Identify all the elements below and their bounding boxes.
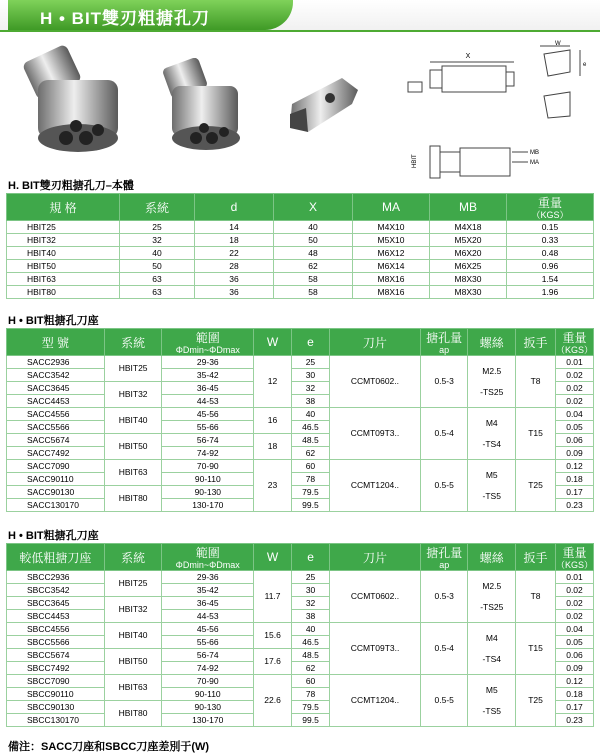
table-row [7,286,594,299]
table-cell: 48.5 [291,434,329,447]
table-cell: 0.02 [555,369,593,382]
table-cell: 62 [274,260,353,273]
table-cell: HBIT40 [104,623,162,649]
table-cell: SACC4453 [7,395,105,408]
table-cell: 30 [292,584,330,597]
table-cell: 14 [195,221,274,234]
boring-head-photo-2 [148,58,253,158]
table-cell: SBCC3645 [7,597,105,610]
table-cell: 90-110 [162,688,254,701]
table-cell: SACC7492 [7,447,105,460]
table-row [7,273,594,286]
product-images [0,36,600,176]
table-cell: 0.01 [555,356,593,369]
table-cell: SACC3542 [7,369,105,382]
table-cell: 32 [120,234,195,247]
table-cell: T8 [516,571,556,623]
table-cell: M2.5 -TS25 [468,571,516,623]
table-cell: 48.5 [292,649,330,662]
table-cell: 23 [254,460,292,512]
table-cell: 0.09 [555,447,593,460]
table-cell: 62 [291,447,329,460]
table-cell: M4 -TS4 [468,623,516,675]
table-row [7,623,594,636]
table-cell: SACC130170 [7,499,105,512]
table-cell: 0.33 [507,234,594,247]
table-cell: 60 [291,460,329,473]
col-d: d [195,194,274,221]
col-system: 系統 [120,194,195,221]
table-cell: 0.02 [555,597,593,610]
table-cell: 0.06 [555,649,593,662]
table-cell: CCMT1204.. [329,460,420,512]
table-cell: 56-74 [162,434,254,447]
table-cell: T15 [516,408,556,460]
table-cell: M6X20 [430,247,507,260]
table-cell: HBIT25 [104,356,162,382]
table-row [7,260,594,273]
table-cell: 29-36 [162,356,254,369]
table-cell: CCMT0602.. [329,356,420,408]
table-cell: SACC4556 [7,408,105,421]
sbcc-section-title: H • BIT粗搪孔刀座 [8,530,99,542]
w-label: W [555,41,561,47]
table-cell: 0.17 [555,486,593,499]
table-cell: 60 [292,675,330,688]
table-cell: HBIT40 [7,247,120,260]
table-cell: 36 [195,273,274,286]
table-cell: HBIT80 [7,286,120,299]
col-screw: 螺絲 [468,544,516,571]
table-cell: 63 [120,286,195,299]
table-cell: M5X10 [353,234,430,247]
table-cell: HBIT25 [7,221,120,234]
table-cell: HBIT63 [104,460,162,486]
table-cell: 0.09 [555,662,593,675]
table-cell: 74-92 [162,447,254,460]
sacc-holder-table [6,328,594,512]
table-cell: T15 [516,623,556,675]
table-row [7,356,594,369]
col-e: e [291,329,329,356]
sbcc-holder-table [6,543,594,727]
table-cell: HBIT32 [7,234,120,247]
table-cell: 74-92 [162,662,254,675]
table-cell: 25 [120,221,195,234]
table-cell: CCMT09T3.. [329,408,420,460]
table-cell: 45-56 [162,408,254,421]
col-weight: 重量 （KGS） [507,194,594,221]
col-system: 系統 [104,329,162,356]
ma-label: MA [530,160,539,166]
table-cell: 63 [120,273,195,286]
table-cell: 56-74 [162,649,254,662]
table-cell: 79.5 [292,701,330,714]
table-cell: HBIT80 [104,486,162,512]
sacc-section-title: H • BIT粗搪孔刀座 [8,315,99,327]
table-cell: 36 [195,286,274,299]
table-cell: SACC90110 [7,473,105,486]
insert-holder-photo [282,70,364,142]
dimension-drawing-side [530,40,596,130]
dimension-drawing-bottom [400,140,560,186]
table-cell: M8X16 [353,273,430,286]
table-cell: 28 [195,260,274,273]
title-banner [0,0,600,32]
table-cell: 18 [254,434,292,460]
table-cell: HBIT40 [104,408,162,434]
table-cell: HBIT50 [104,649,162,675]
col-depth: 搪孔量 ap [421,544,468,571]
table-cell: SBCC90130 [7,701,105,714]
table-cell: M5 -TS5 [468,675,516,727]
table-cell: SACC7090 [7,460,105,473]
table-cell: 130-170 [162,499,254,512]
table-cell: 35-42 [162,584,254,597]
col-range: 範圍 ΦDmin~ΦDmax [162,544,254,571]
table-cell: 0.01 [555,571,593,584]
table-cell: M8X30 [430,273,507,286]
col-insert: 刀片 [330,544,421,571]
table-cell: M6X12 [353,247,430,260]
table-cell: CCMT0602.. [330,571,421,623]
table-cell: SBCC3542 [7,584,105,597]
table-cell: SBCC130170 [7,714,105,727]
table-cell: 0.5-4 [420,408,467,460]
table-cell: 40 [274,221,353,234]
table-cell: 0.5-4 [421,623,468,675]
table-cell: 0.15 [507,221,594,234]
col-range: 範圍 ΦDmin~ΦDmax [162,329,254,356]
table-cell: 22.6 [254,675,292,727]
table-cell: 58 [274,286,353,299]
table-cell: T25 [516,675,556,727]
table-cell: 0.23 [555,499,593,512]
table-cell: 0.04 [555,408,593,421]
table-cell: M4 -TS4 [468,408,516,460]
table-row [7,675,594,688]
table-cell: 29-36 [162,571,254,584]
table-cell: 0.5-3 [421,571,468,623]
table-cell: 40 [292,623,330,636]
table-cell: M6X14 [353,260,430,273]
col-spec: 規 格 [7,194,120,221]
table-cell: 0.23 [555,714,593,727]
table-cell: 0.06 [555,434,593,447]
col-depth: 搪孔量 ap [420,329,467,356]
page-title: H • BIT雙刃粗搪孔刀 [40,9,211,28]
table-cell: 1.54 [507,273,594,286]
table-cell: 0.02 [555,382,593,395]
table-cell: 90-110 [162,473,254,486]
dimension-drawing-top [400,40,540,110]
table-cell: 90-130 [162,486,254,499]
table-cell: 0.18 [555,688,593,701]
col-w: W [254,544,292,571]
table-cell: M5X20 [430,234,507,247]
table-cell: 99.5 [292,714,330,727]
table-cell: SACC2936 [7,356,105,369]
table-cell: SBCC4453 [7,610,105,623]
table-cell: M5 -TS5 [468,460,516,512]
table-cell: 79.5 [291,486,329,499]
col-screw: 螺絲 [468,329,516,356]
table-cell: 78 [291,473,329,486]
table-cell: SACC3645 [7,382,105,395]
table-cell: M2.5 -TS25 [468,356,516,408]
table-cell: 0.12 [555,675,593,688]
table-cell: 1.96 [507,286,594,299]
table-cell: SBCC2936 [7,571,105,584]
hbit-label: HBIT [412,154,418,168]
col-model: 較低粗搪刀座 [7,544,105,571]
table-cell: 0.5-5 [420,460,467,512]
table-cell: HBIT50 [104,434,162,460]
table-cell: 46.5 [292,636,330,649]
col-model: 型 號 [7,329,105,356]
table-cell: T8 [516,356,556,408]
table-cell: 32 [291,382,329,395]
table-cell: 22 [195,247,274,260]
table-cell: 0.02 [555,610,593,623]
boring-head-photo-1 [8,42,138,160]
table-cell: 0.12 [555,460,593,473]
table-cell: 0.18 [555,473,593,486]
table-cell: 70-90 [162,460,254,473]
col-wrench: 扳手 [516,544,556,571]
table-cell: SBCC5674 [7,649,105,662]
table-cell: M4X18 [430,221,507,234]
col-wrench: 扳手 [516,329,556,356]
table-cell: M8X30 [430,286,507,299]
table-cell: 40 [120,247,195,260]
table-cell: 50 [120,260,195,273]
table-cell: 50 [274,234,353,247]
table-cell: SBCC7492 [7,662,105,675]
col-w: W [254,329,292,356]
table-cell: 18 [195,234,274,247]
table-cell: 25 [292,571,330,584]
table-cell: 0.02 [555,584,593,597]
table-cell: 15.6 [254,623,292,649]
body-spec-table [6,193,594,299]
table-cell: 11.7 [254,571,292,623]
table-cell: 0.96 [507,260,594,273]
table-cell: 78 [292,688,330,701]
table-cell: HBIT32 [104,382,162,408]
table-cell: 44-53 [162,395,254,408]
table-cell: 0.48 [507,247,594,260]
table-cell: 0.5-3 [420,356,467,408]
table-row [7,408,594,421]
table-cell: SACC5566 [7,421,105,434]
table-cell: 36-45 [162,382,254,395]
table-cell: 48 [274,247,353,260]
table-cell: 55-66 [162,421,254,434]
col-mb: MB [430,194,507,221]
table-cell: M8X16 [353,286,430,299]
table-cell: 99.5 [291,499,329,512]
table-cell: SBCC7090 [7,675,105,688]
table-cell: M4X10 [353,221,430,234]
table-row [7,460,594,473]
table-cell: 70-90 [162,675,254,688]
table-cell: 0.05 [555,421,593,434]
table-cell: 0.5-5 [421,675,468,727]
table-row [7,247,594,260]
table-cell: 40 [291,408,329,421]
table-cell: SBCC4556 [7,623,105,636]
table-cell: T25 [516,460,556,512]
table-cell: 0.02 [555,395,593,408]
table-row [7,571,594,584]
table-cell: CCMT09T3.. [330,623,421,675]
table-cell: 38 [292,610,330,623]
table-cell: 45-56 [162,623,254,636]
col-x: X [274,194,353,221]
table-cell: 0.17 [555,701,593,714]
table-cell: SACC90130 [7,486,105,499]
table-cell: 62 [292,662,330,675]
table-cell: HBIT63 [104,675,162,701]
body-section-title: H. BIT雙刃粗搪孔刀–本體 [8,180,134,192]
table-cell: SBCC90110 [7,688,105,701]
mb-label: MB [530,150,539,156]
table-cell: 35-42 [162,369,254,382]
table-cell: HBIT80 [104,701,162,727]
table-cell: 0.05 [555,636,593,649]
table-cell: SBCC5566 [7,636,105,649]
table-cell: 17.6 [254,649,292,675]
table-cell: SACC5674 [7,434,105,447]
table-cell: 0.04 [555,623,593,636]
footnote: 備注：SACC刀座和SBCC刀座差別于(W) [8,741,210,753]
table-cell: M6X25 [430,260,507,273]
col-weight: 重量 （KGS） [555,329,593,356]
table-cell: 58 [274,273,353,286]
table-cell: HBIT25 [104,571,162,597]
table-cell: HBIT63 [7,273,120,286]
table-cell: 16 [254,408,292,434]
x-label: X [465,53,471,60]
col-e: e [292,544,330,571]
table-cell: HBIT32 [104,597,162,623]
table-cell: 12 [254,356,292,408]
table-cell: 90-130 [162,701,254,714]
col-system: 系統 [104,544,162,571]
table-cell: 32 [292,597,330,610]
table-cell: 46.5 [291,421,329,434]
table-cell: 36-45 [162,597,254,610]
table-row [7,221,594,234]
col-insert: 刀片 [329,329,420,356]
e-label: e [583,62,587,68]
table-cell: 44-53 [162,610,254,623]
table-row [7,234,594,247]
table-cell: HBIT50 [7,260,120,273]
table-cell: CCMT1204.. [330,675,421,727]
table-cell: 30 [291,369,329,382]
table-cell: 25 [291,356,329,369]
col-weight: 重量 （KGS） [555,544,593,571]
table-cell: 130-170 [162,714,254,727]
col-ma: MA [353,194,430,221]
table-cell: 55-66 [162,636,254,649]
table-cell: 38 [291,395,329,408]
